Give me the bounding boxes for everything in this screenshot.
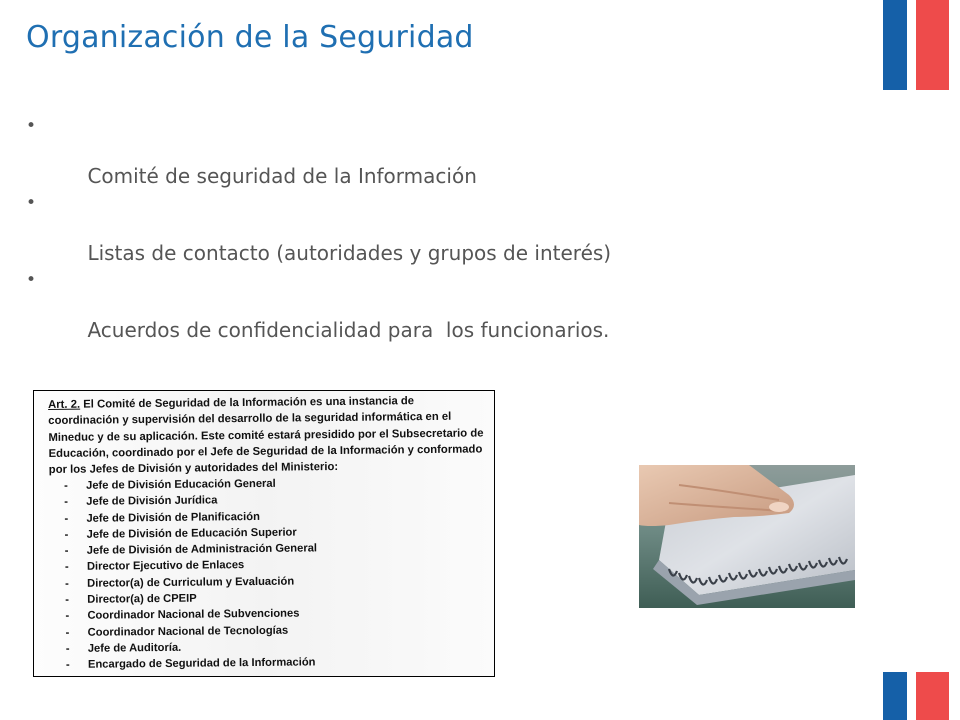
bullet-item (26, 270, 746, 342)
document-member: - Jefe de División de Administración General (64, 542, 318, 558)
document-member: - Jefe de Auditoría. (65, 641, 182, 655)
document-paragraph (48, 392, 489, 478)
bullet-item (26, 116, 746, 188)
bullet-text: Acuerdos de confidencialidad para los funcionarios. (87, 318, 610, 342)
document-article-label: Art. 2. (48, 398, 81, 411)
document-member: - Director(a) de Curriculum y Evaluación (65, 575, 295, 590)
slide-title: Organización de la Seguridad (26, 20, 474, 55)
bullet-dot-icon: • (26, 193, 37, 213)
document-member: - Encargado de Seguridad de la Información (65, 656, 316, 672)
hand-notebook-photo (639, 465, 855, 608)
bullet-dot-icon: • (26, 270, 37, 290)
document-member: - Jefe de División Jurídica (64, 494, 218, 509)
document-member: - Coordinador Nacional de Subvenciones (65, 607, 300, 623)
hand-notebook-illustration-icon (639, 465, 855, 608)
bullet-list (26, 116, 746, 347)
bullet-dot-icon: • (26, 116, 37, 136)
document-member: - Jefe de División de Educación Superior (64, 526, 297, 541)
document-member: - Director(a) de CPEIP (65, 592, 197, 607)
bullet-text: Comité de seguridad de la Información (87, 164, 477, 188)
document-member: - Director Ejecutivo de Enlaces (64, 559, 245, 574)
document-member-list (64, 475, 318, 673)
flag-stripe-bottom-icon (883, 672, 949, 720)
flag-stripe-top-icon (883, 0, 949, 90)
document-member: - Jefe de División Educación General (64, 477, 276, 492)
bullet-text: Listas de contacto (autoridades y grupos de interés) (87, 241, 612, 265)
document-paragraph-text: El Comité de Seguridad de la Información es una instancia de coordinación y supervisión del desarrollo de la seguridad informática en el Mineduc y de su aplicación. Este comité estará presidido por el Subsecretario de Educación, coordinado por el Jefe de Seguridad de la Información y conformado por los Jefes de División y autoridades del Ministerio: (48, 395, 484, 477)
bullet-item (26, 193, 746, 265)
document-member: - Jefe de División de Planificación (64, 510, 260, 525)
document-member: - Coordinador Nacional de Tecnologías (65, 624, 289, 639)
document-excerpt-image (33, 390, 495, 677)
